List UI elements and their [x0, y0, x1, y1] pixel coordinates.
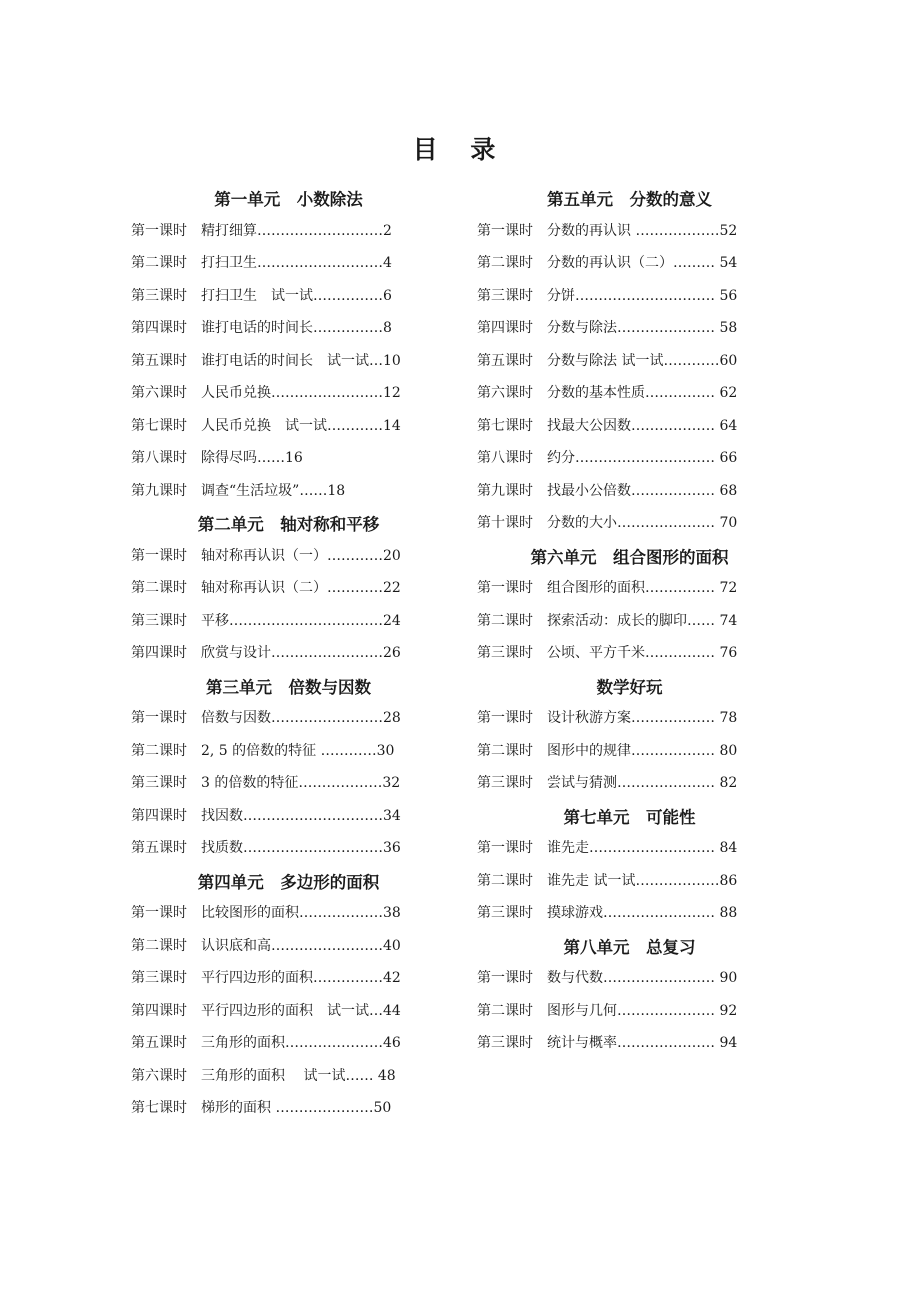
unit-heading [131, 182, 446, 215]
toc-entry [131, 1027, 446, 1060]
toc-entry [131, 475, 446, 508]
unit-heading [477, 182, 782, 215]
unit-heading-text: 第四单元 多边形的面积 [197, 872, 380, 892]
toc-entry [131, 345, 446, 378]
toc-entry [477, 247, 782, 280]
toc-entry-text: 第五课时 找质数…………………………36 [131, 840, 401, 856]
toc-entry [131, 702, 446, 735]
toc-entry-text: 第五课时 三角形的面积…………………46 [131, 1035, 401, 1051]
toc-entry [477, 572, 782, 605]
toc-entry-text: 第二课时 谁先走 试一试………………86 [477, 872, 738, 889]
toc-entry [131, 605, 446, 638]
toc-entry-text: 第一课时 分数的再认识 ………………52 [477, 222, 738, 239]
toc-entry [131, 280, 446, 313]
toc-left-column [131, 182, 446, 1125]
toc-entry-text: 第一课时 比较图形的面积………………38 [131, 905, 401, 921]
toc-entry-text: 第三课时 摸球游戏…………………… 88 [477, 905, 738, 921]
toc-entry [477, 215, 782, 248]
toc-entry-text: 第二课时 图形与几何………………… 92 [477, 1002, 738, 1019]
toc-entry [131, 832, 446, 865]
unit-heading [477, 800, 782, 833]
toc-entry-text: 第四课时 欣赏与设计……………………26 [131, 645, 401, 661]
toc-entry-text: 第一课时 轴对称再认识（一）…………20 [131, 547, 401, 564]
toc-entry [131, 897, 446, 930]
toc-entry-text: 第三课时 打扫卫生 试一试……………6 [131, 287, 392, 304]
toc-entry [477, 345, 782, 378]
toc-entry [477, 637, 782, 670]
toc-entry [131, 767, 446, 800]
toc-entry [477, 1027, 782, 1060]
toc-entry-text: 第三课时 分饼………………………… 56 [477, 287, 738, 304]
unit-heading [477, 670, 782, 703]
toc-entry [477, 832, 782, 865]
toc-entry [477, 767, 782, 800]
toc-entry-text: 第七课时 梯形的面积 …………………50 [131, 1100, 392, 1116]
toc-entry-text: 第二课时 2, 5 的倍数的特征 …………30 [131, 742, 395, 759]
toc-entry-text: 第五课时 分数与除法 试一试…………60 [477, 352, 738, 369]
toc-entry-text: 第一课时 组合图形的面积…………… 72 [477, 580, 738, 596]
toc-entry-text: 第四课时 谁打电话的时间长……………8 [131, 320, 392, 336]
toc-entry-text: 第四课时 找因数…………………………34 [131, 807, 401, 824]
toc-entry [131, 1092, 446, 1125]
unit-heading [131, 507, 446, 540]
toc-entry-text: 第三课时 尝试与猜测………………… 82 [477, 775, 738, 791]
unit-heading-text: 第八单元 总复习 [563, 937, 696, 957]
toc-entry-text: 第一课时 精打细算………………………2 [131, 222, 392, 239]
unit-heading-text: 第六单元 组合图形的面积 [530, 547, 729, 567]
toc-entry [131, 735, 446, 768]
toc-entry-text: 第三课时 平行四边形的面积……………42 [131, 970, 401, 986]
toc-entry [477, 995, 782, 1028]
toc-entry-text: 第三课时 平移……………………………24 [131, 612, 401, 629]
toc-entry-text: 第八课时 除得尽吗……16 [131, 450, 303, 466]
toc-entry-text: 第六课时 人民币兑换……………………12 [131, 385, 401, 401]
toc-entry-text: 第二课时 图形中的规律……………… 80 [477, 742, 738, 759]
unit-heading-text: 第五单元 分数的意义 [547, 190, 712, 209]
toc-entry-text: 第七课时 人民币兑换 试一试…………14 [131, 417, 401, 434]
toc-entry-text: 第二课时 轴对称再认识（二）…………22 [131, 580, 401, 596]
toc-entry [477, 410, 782, 443]
toc-entry-text: 第一课时 设计秋游方案……………… 78 [477, 710, 738, 726]
toc-entry [131, 1060, 446, 1093]
toc-right-column [477, 182, 782, 1060]
toc-entry [131, 410, 446, 443]
toc-entry-text: 第一课时 数与代数…………………… 90 [477, 970, 738, 986]
toc-entry-text: 第六课时 分数的基本性质…………… 62 [477, 385, 738, 401]
toc-entry [477, 312, 782, 345]
unit-heading [131, 670, 446, 703]
unit-heading [477, 930, 782, 963]
toc-entry [477, 605, 782, 638]
toc-entry [131, 247, 446, 280]
toc-entry [131, 377, 446, 410]
unit-heading-text: 第一单元 小数除法 [214, 190, 363, 209]
toc-entry [477, 507, 782, 540]
toc-entry [477, 280, 782, 313]
toc-entry [131, 442, 446, 475]
toc-entry-text: 第二课时 分数的再认识（二）……… 54 [477, 255, 738, 271]
toc-entry [477, 702, 782, 735]
unit-heading [477, 540, 782, 573]
unit-heading [131, 865, 446, 898]
toc-entry-text: 第二课时 认识底和高……………………40 [131, 937, 401, 954]
toc-entry-text: 第四课时 平行四边形的面积 试一试…44 [131, 1002, 401, 1019]
toc-entry-text: 第五课时 谁打电话的时间长 试一试…10 [131, 352, 401, 369]
toc-entry-text: 第一课时 谁先走……………………… 84 [477, 840, 738, 856]
toc-entry [131, 637, 446, 670]
toc-entry-text: 第三课时 3 的倍数的特征………………32 [131, 775, 401, 791]
page-title: 目 录 [412, 135, 508, 164]
toc-entry-text: 第十课时 分数的大小………………… 70 [477, 515, 738, 531]
toc-entry-text: 第六课时 三角形的面积 试一试…… 48 [131, 1067, 396, 1084]
unit-heading-text: 第七单元 可能性 [563, 807, 696, 827]
unit-heading-text: 第二单元 轴对称和平移 [197, 515, 380, 534]
toc-entry [477, 377, 782, 410]
toc-entry-text: 第四课时 分数与除法………………… 58 [477, 320, 738, 336]
toc-entry [131, 800, 446, 833]
toc-entry [131, 995, 446, 1028]
toc-entry [477, 897, 782, 930]
toc-entry [131, 930, 446, 963]
toc-entry-text: 第八课时 约分………………………… 66 [477, 450, 738, 466]
toc-entry-text: 第二课时 打扫卫生………………………4 [131, 255, 392, 271]
toc-entry [131, 312, 446, 345]
toc-entry [131, 962, 446, 995]
toc-entry [477, 475, 782, 508]
toc-entry-text: 第九课时 调查“生活垃圾”……18 [131, 482, 346, 499]
toc-entry-text: 第七课时 找最大公因数……………… 64 [477, 417, 738, 434]
toc-entry-text: 第一课时 倍数与因数……………………28 [131, 710, 401, 726]
unit-heading-text: 数学好玩 [596, 677, 663, 697]
toc-entry [131, 572, 446, 605]
toc-entry [131, 215, 446, 248]
toc-entry [477, 865, 782, 898]
toc-entry-text: 第三课时 统计与概率………………… 94 [477, 1035, 738, 1051]
toc-entry [477, 442, 782, 475]
toc-entry [477, 735, 782, 768]
unit-heading-text: 第三单元 倍数与因数 [206, 677, 371, 697]
toc-entry [131, 540, 446, 573]
toc-entry-text: 第九课时 找最小公倍数……………… 68 [477, 482, 738, 499]
toc-entry [477, 962, 782, 995]
toc-entry-text: 第二课时 探索活动：成长的脚印…… 74 [477, 612, 738, 629]
toc-entry-text: 第三课时 公顷、平方千米…………… 76 [477, 645, 738, 661]
